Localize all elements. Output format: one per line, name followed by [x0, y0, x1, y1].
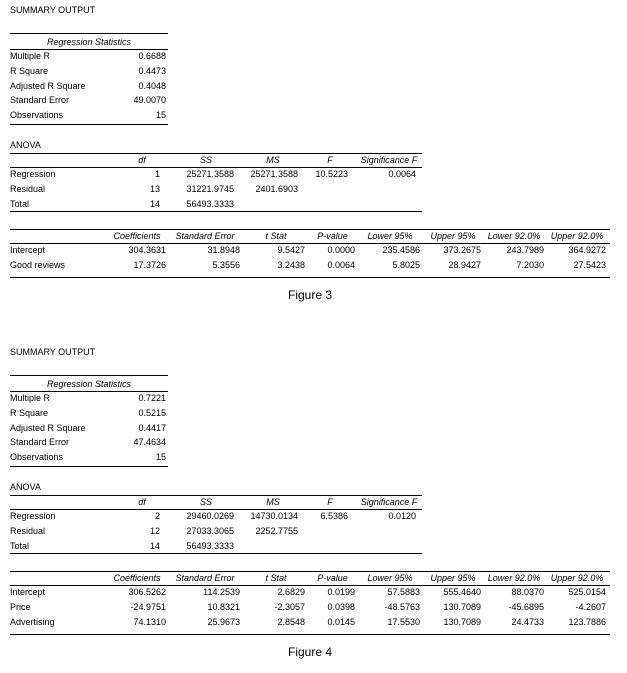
- figure4-coef-header: Lower 92.0%: [487, 573, 541, 583]
- figure4-anova-cell-df: 12: [149, 526, 160, 536]
- figure4-coef-cell: -48.5763: [384, 602, 420, 612]
- figure3-anova-title: ANOVA: [10, 140, 41, 150]
- figure4-anova-top-rule: [10, 495, 422, 496]
- figure3-coef-row-label: Good reviews: [10, 260, 66, 270]
- figure3-anova-header-ss: SS: [199, 155, 212, 165]
- figure3-regstats-value: 0.4048: [138, 80, 166, 91]
- figure3-coef-cell: 364.9272: [568, 245, 606, 255]
- figure3-coef-top-rule: [10, 229, 610, 230]
- figure4-regstats-value: 47.4634: [133, 437, 166, 448]
- figure4-coef-cell: 0.0145: [327, 617, 355, 627]
- figure4-coef-cell: 306.5262: [128, 587, 166, 597]
- figure4-anova-header-sigf: Significance F: [360, 497, 418, 507]
- figure4-coef-header-rule: [10, 585, 610, 586]
- figure3-coef-header: Upper 95%: [430, 231, 476, 241]
- figure4-regstats-value: 0.4417: [138, 422, 166, 433]
- figure3-regstats-value: 0.4473: [138, 65, 166, 76]
- figure3-anova-cell-df: 14: [149, 199, 160, 209]
- figure4-regstats-label: Multiple R: [10, 393, 51, 403]
- figure4-anova-header-rule: [10, 509, 422, 510]
- figure4-regstats-top-rule: [10, 375, 168, 376]
- figure4-coef-cell: 25.9673: [207, 617, 240, 627]
- figure4-anova-row-label: Residual: [10, 526, 46, 536]
- figure3-coef-header: Lower 92.0%: [487, 231, 541, 241]
- figure4-coef-cell: 74.1310: [133, 617, 166, 627]
- figure4-anova-cell-sigf: 0.0120: [388, 511, 416, 521]
- figure4-coef-cell: 2.6829: [277, 587, 305, 597]
- figure3-coef-header-rule: [10, 243, 610, 244]
- figure4-coef-cell: 0.0398: [327, 602, 355, 612]
- figure4-anova-cell-ss: 56493.3333: [186, 541, 234, 551]
- figure3-coef-cell: 235.4586: [382, 245, 420, 255]
- figure4-summary-title: SUMMARY OUTPUT: [10, 347, 96, 357]
- figure4-anova-header-ms: MS: [266, 497, 280, 507]
- figure4-anova-cell-df: 14: [149, 541, 160, 551]
- figure3-anova-bottom-rule: [10, 211, 422, 212]
- figure3-summary-title: SUMMARY OUTPUT: [10, 5, 96, 15]
- figure3-regstats-label: Adjusted R Square: [10, 80, 86, 91]
- figure3-regstats-label: Standard Error: [10, 95, 70, 106]
- figure4-coef-header: P-value: [317, 573, 348, 583]
- figure4-coef-cell: 130.7089: [443, 602, 481, 612]
- figure4-coef-cell: 57.5883: [387, 587, 420, 597]
- figure3-anova-cell-ss: 31221.9745: [186, 184, 234, 194]
- figure4-coef-header: Standard Error: [175, 573, 235, 583]
- figure4-coef-header: Coefficients: [113, 573, 161, 583]
- figure3-coef-cell: 5.8025: [392, 260, 420, 270]
- figure3-anova-row-label: Residual: [10, 184, 46, 194]
- figure3-coef-header: Coefficients: [113, 231, 161, 241]
- figure4-anova-cell-ms: 2252.7755: [255, 526, 298, 536]
- figure3-regstats-value: 0.6688: [138, 51, 166, 61]
- figure3-anova-header-rule: [10, 167, 422, 168]
- figure3-coef-bottom-rule: [10, 277, 610, 278]
- figure3-coef-cell: 7.2030: [516, 260, 544, 270]
- figure4-regstats-label: Standard Error: [10, 437, 70, 448]
- figure4-coef-cell: 10.8321: [207, 602, 240, 612]
- figure3-regstats-label: Multiple R: [10, 51, 51, 61]
- figure3-coef-cell: 9.5427: [277, 245, 305, 255]
- figure4-coef-row-label: Intercept: [10, 587, 46, 597]
- figure3-caption: Figure 3: [287, 288, 333, 302]
- figure4-coef-row-label: Advertising: [10, 617, 55, 627]
- figure3-coef-cell: 0.0000: [327, 245, 355, 255]
- figure4-regstats-label: Adjusted R Square: [10, 422, 86, 433]
- figure3-anova-header-ms: MS: [266, 155, 280, 165]
- figure4-regstats-value: 0.7221: [138, 393, 166, 403]
- figure3-coef-header: t Stat: [265, 231, 287, 241]
- figure3-anova-header-df: df: [138, 155, 146, 165]
- figure3-anova-row-label: Regression: [10, 169, 56, 179]
- figure4-anova-cell-ms: 14730.0134: [250, 511, 298, 521]
- figure4-coef-cell: 0.0199: [327, 587, 355, 597]
- figure4-coef-cell: 123.7886: [568, 617, 606, 627]
- figure4-anova-header-f: F: [327, 497, 333, 507]
- figure3-coef-cell: 31.8948: [207, 245, 240, 255]
- figure3-regstats-label: R Square: [10, 65, 49, 76]
- figure4-anova-cell-df: 2: [154, 511, 160, 521]
- figure3-coef-header: Upper 92.0%: [550, 231, 604, 241]
- figure3-coef-header: Standard Error: [175, 231, 235, 241]
- figure3-coef-cell: 243.7989: [506, 245, 544, 255]
- figure3-coef-cell: 304.3631: [128, 245, 166, 255]
- figure4-anova-bottom-rule: [10, 553, 422, 554]
- figure3-coef-header: Lower 95%: [367, 231, 413, 241]
- figure4-coef-cell: 17.5530: [387, 617, 420, 627]
- figure4-regstats-header: Regression Statistics: [46, 379, 132, 389]
- figure3-regstats-bottom-rule: [10, 124, 168, 125]
- figure4-regstats-value: 15: [155, 452, 166, 463]
- figure3-coef-cell: 3.2438: [277, 260, 305, 270]
- figure3-coef-cell: 0.0064: [327, 260, 355, 270]
- figure3-anova-cell-df: 1: [154, 169, 160, 179]
- figure4-coef-cell: -45.6895: [508, 602, 544, 612]
- figure4-coef-header: t Stat: [265, 573, 287, 583]
- figure3-coef-cell: 17.3726: [133, 260, 166, 270]
- figure3-anova-header-sigf: Significance F: [360, 155, 418, 165]
- figure4-coef-bottom-rule: [10, 634, 610, 635]
- figure3-anova-row-label: Total: [10, 199, 30, 209]
- figure3-regstats-top-rule: [10, 33, 168, 34]
- figure3-coef-cell: 373.2675: [443, 245, 481, 255]
- figure3-coef-row-label: Intercept: [10, 245, 46, 255]
- figure3-regstats-header: Regression Statistics: [46, 37, 132, 47]
- figure4-coef-cell: -24.9751: [130, 602, 166, 612]
- figure4-anova-cell-ss: 29460.0269: [186, 511, 234, 521]
- figure4-anova-cell-ss: 27033.3065: [186, 526, 234, 536]
- figure4-coef-cell: 555.4640: [443, 587, 481, 597]
- figure3-regstats-label: Observations: [10, 110, 64, 121]
- figure3-anova-cell-ms: 2401.6903: [255, 184, 298, 194]
- figure4-coef-cell: -4.2607: [575, 602, 606, 612]
- figure4-coef-cell: 88.0370: [511, 587, 544, 597]
- figure4-coef-cell: 2.8548: [277, 617, 305, 627]
- figure3-anova-cell-ss: 56493.3333: [186, 199, 234, 209]
- figure4-coef-header: Lower 95%: [367, 573, 413, 583]
- figure3-anova-cell-f: 10.5223: [315, 169, 348, 179]
- figure4-regstats-bottom-rule: [10, 466, 168, 467]
- figure3-coef-header: P-value: [317, 231, 348, 241]
- figure4-anova-cell-f: 6.5386: [320, 511, 348, 521]
- figure3-regstats-value: 49.0070: [133, 95, 166, 106]
- figure3-coef-cell: 5.3556: [212, 260, 240, 270]
- figure4-coef-header: Upper 92.0%: [550, 573, 604, 583]
- figure3-anova-cell-df: 13: [149, 184, 160, 194]
- figure4-coef-header: Upper 95%: [430, 573, 476, 583]
- figure3-regstats-value: 15: [155, 110, 166, 121]
- figure4-regstats-value: 0.5215: [138, 407, 166, 418]
- figure4-coef-cell: 114.2539: [203, 587, 240, 597]
- figure4-anova-row-label: Total: [10, 541, 30, 551]
- figure3-anova-cell-sigf: 0.0064: [388, 169, 416, 179]
- figure4-anova-header-df: df: [138, 497, 146, 507]
- figure3-regstats-header-rule: [10, 49, 168, 50]
- figure4-anova-row-label: Regression: [10, 511, 56, 521]
- figure4-coef-cell: 130.7089: [443, 617, 481, 627]
- figure4-regstats-label: R Square: [10, 407, 49, 418]
- figure4-coef-row-label: Price: [10, 602, 31, 612]
- figure3-anova-cell-ms: 25271.3588: [250, 169, 298, 179]
- figure4-coef-cell: -2.3057: [274, 602, 305, 612]
- figure4-caption: Figure 4: [287, 645, 333, 659]
- figure3-coef-cell: 28.9427: [448, 260, 481, 270]
- figure4-coef-top-rule: [10, 571, 610, 572]
- figure3-anova-cell-ss: 25271.3588: [186, 169, 234, 179]
- figure3-anova-header-f: F: [327, 155, 333, 165]
- figure4-coef-cell: 525.0154: [568, 587, 606, 597]
- figure4-coef-cell: 24.4733: [511, 617, 544, 627]
- figure3-coef-cell: 27.5423: [573, 260, 606, 270]
- figure3-anova-top-rule: [10, 153, 422, 154]
- figure4-anova-title: ANOVA: [10, 482, 41, 492]
- figure4-regstats-label: Observations: [10, 452, 64, 463]
- figure4-regstats-header-rule: [10, 391, 168, 392]
- figure4-anova-header-ss: SS: [199, 497, 212, 507]
